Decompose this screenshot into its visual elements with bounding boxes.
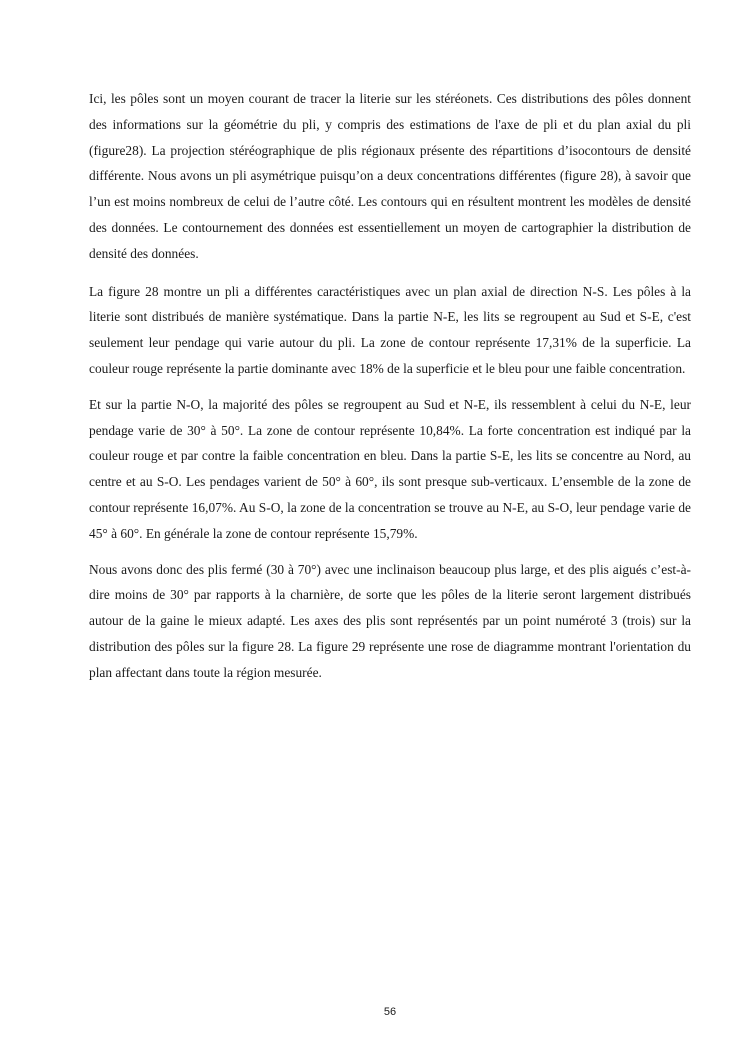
page-number: 56 [383, 1006, 397, 1018]
paragraph-figure-28-ne: La figure 28 montre un pli a différentes caractéristiques avec un plan axial de direction N-S. Les pôles à la literie sont distribués de manière systématique. Dans la partie N-E, les lits se regroupent au Sud et S-E, c'est seulement leur pendage qui varie autour du pli. La zone de contour représente 17,31% de la superficie. La couleur rouge représente la partie dominante avec 18% de la superficie et le bleu pour une faible concentration. [89, 283, 691, 376]
paragraph-no-se-so: Et sur la partie N-O, la majorité des pôles se regroupent au Sud et N-E, ils ressemblent à celui du N-E, leur pendage varie de 30° à 50°. La zone de contour représente 10,84%. La forte concentration est indiqué par la couleur rouge et par contre la faible concentration en bleu. Dans la partie S-E, les lits se concentre au Nord, au centre et au S-O. Les pendages varient de 50° à 60°, ils sont presque sub-verticaux. L’ensemble de la zone de contour représente 16,07%. Au S-O, la zone de la concentration se trouve au N-E, au S-O, leur pendage varie de 45° à 60°. En générale la zone de contour représente 15,79%. [89, 396, 691, 541]
paragraph-poles-stereonets: Ici, les pôles sont un moyen courant de tracer la literie sur les stéréonets. Ces distributions des pôles donnent des informations sur la géométrie du pli, y compris des estimations de l'axe de pli et du plan axial du pli (figure28). La projection stéréographique de plis régionaux présente des répartitions d’isocontours de densité différente. Nous avons un pli asymétrique puisqu’on a deux concentrations différentes (figure 28), à savoir que l’un est moins nombreux de celui de l’autre côté. Les contours qui en résultent montrent les modèles de densité des données. Le contournement des données est essentiellement un moyen de cartographier la distribution de densité des données. [89, 91, 691, 261]
paragraph-conclusion: Nous avons donc des plis fermé (30 à 70°) avec une inclinaison beaucoup plus large, et des plis aigués c’est-à-dire moins de 30° par rapports à la charnière, de sorte que les pôles de la literie seront largement distribués autour de la gaine le mieux adapté. Les axes des plis sont représentés par un point numéroté 3 (trois) sur la distribution des pôles sur la figure 28. La figure 29 représente une rose de diagramme montrant l'orientation du plan affectant dans toute la région mesurée. [89, 561, 691, 680]
body-text [89, 86, 691, 686]
